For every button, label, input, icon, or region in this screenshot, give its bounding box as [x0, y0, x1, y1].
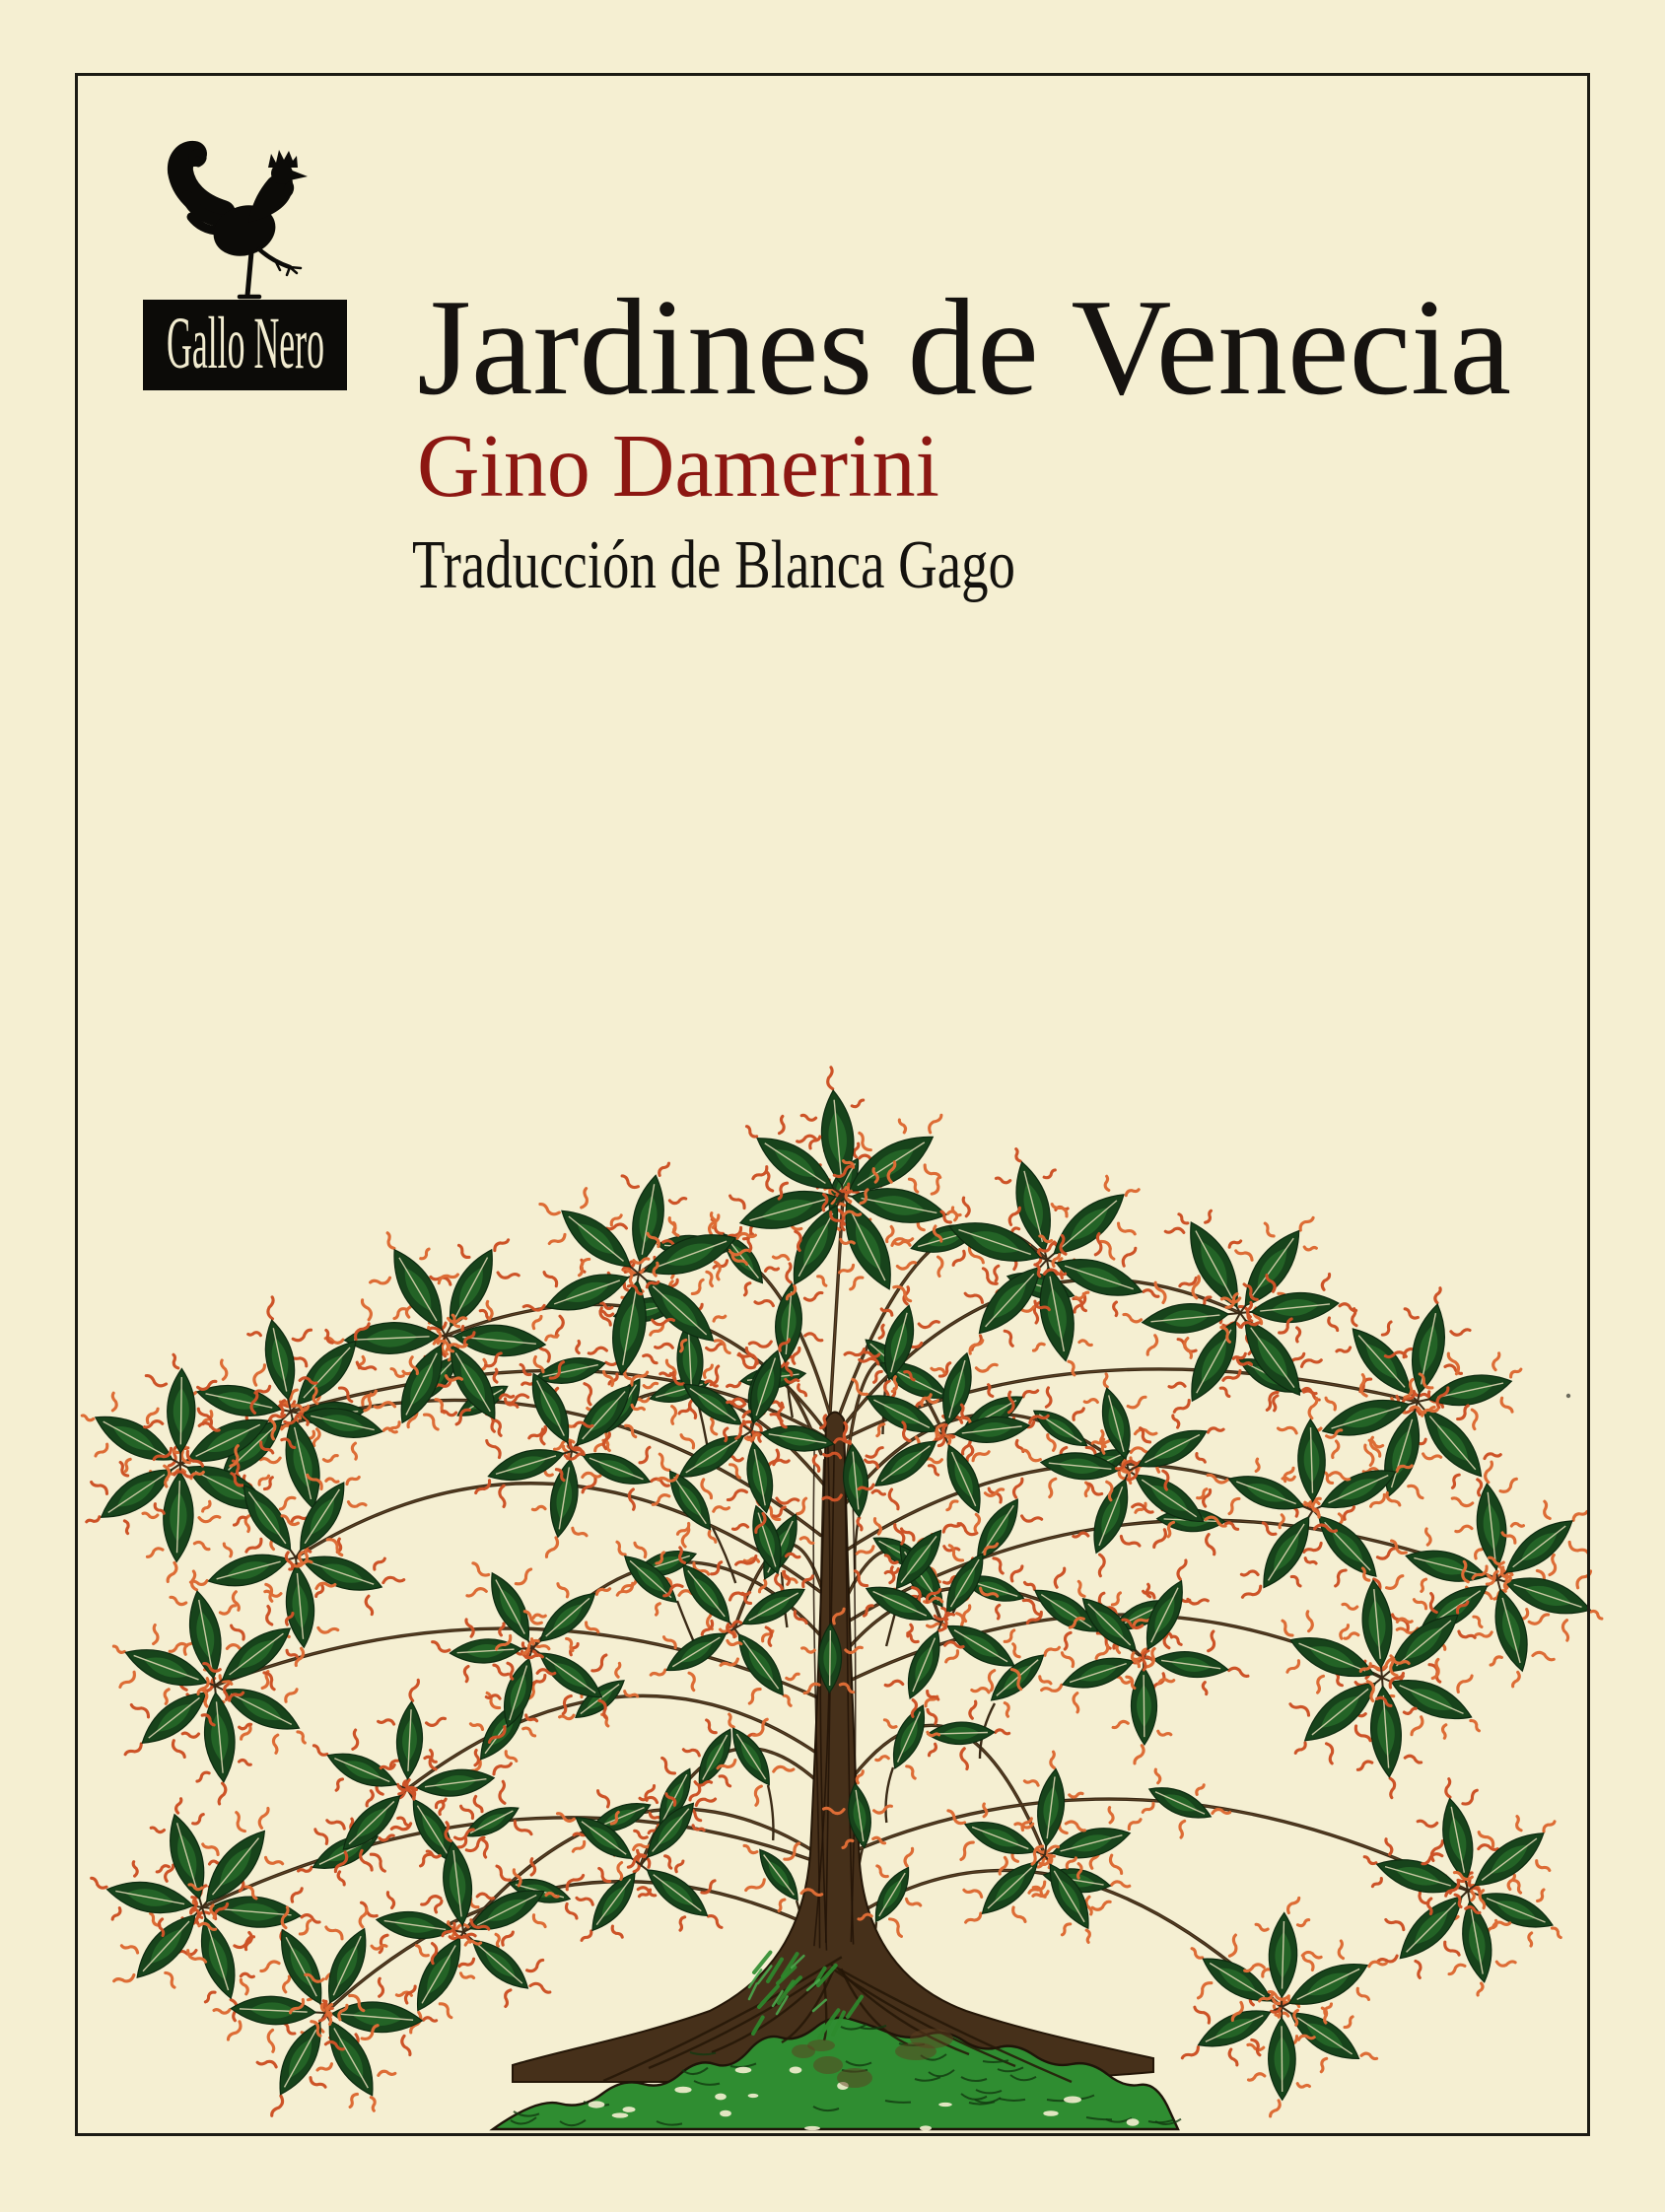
book-title: Jardines de Venecia — [417, 271, 1511, 424]
paper-speck — [1566, 1394, 1570, 1398]
translator-credit: Traducción de Blanca Gago — [412, 527, 1015, 603]
book-author: Gino Damerini — [417, 416, 939, 516]
publisher-name: Gallo Nero — [167, 303, 324, 384]
